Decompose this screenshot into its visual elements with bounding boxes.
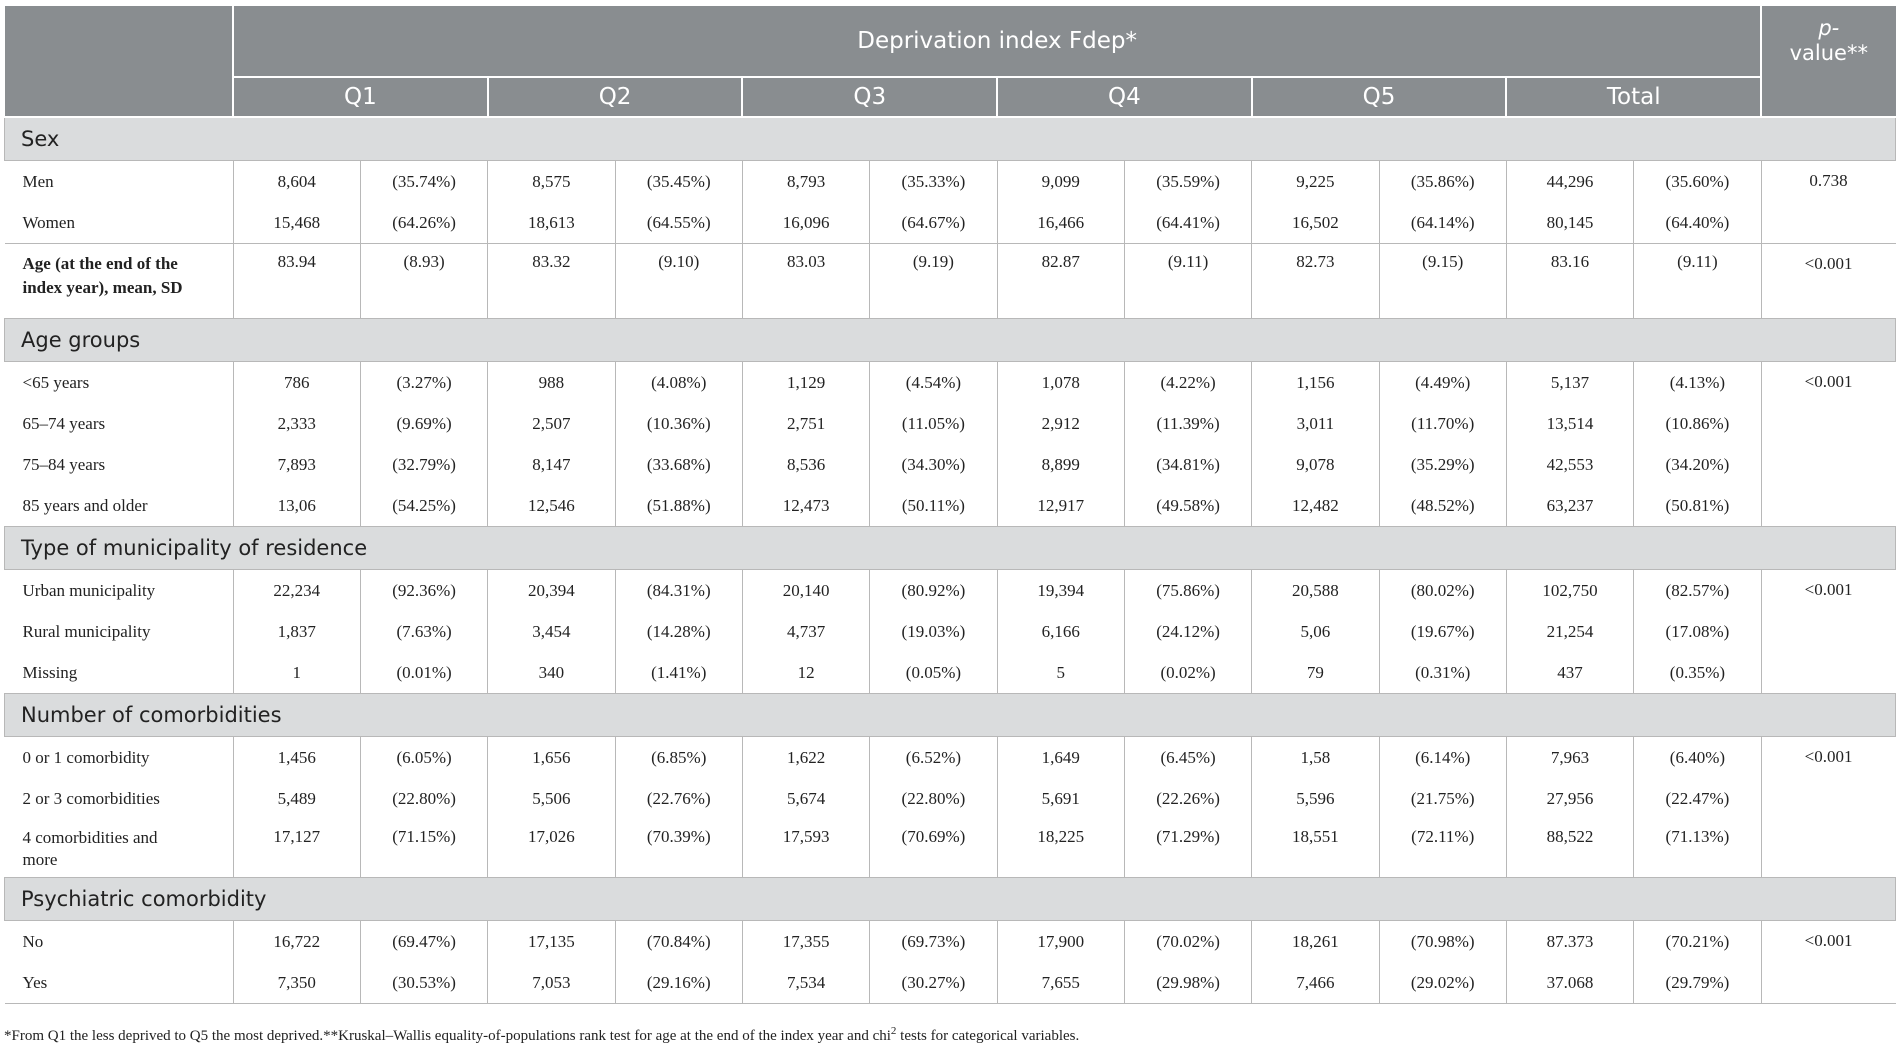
cell: 7,466 [1252, 962, 1379, 1004]
cell: 82.73 [1252, 244, 1379, 319]
cell: (1.41%) [615, 652, 742, 694]
header-q4: Q4 [997, 77, 1252, 117]
header-q5: Q5 [1252, 77, 1507, 117]
cell: (48.52%) [1379, 485, 1506, 527]
table-row [5, 403, 1896, 444]
cell: (70.39%) [615, 819, 742, 878]
pvalue-cell: <0.001 [1761, 737, 1895, 878]
row-label: 65–74 years [5, 403, 234, 444]
cell: (64.40%) [1634, 202, 1761, 244]
cell: 19,394 [997, 570, 1124, 612]
cell: (50.11%) [870, 485, 997, 527]
footnote-text-end: tests for categorical variables. [896, 1028, 1080, 1044]
table-row [5, 362, 1896, 404]
cell: 3,011 [1252, 403, 1379, 444]
cell: (70.69%) [870, 819, 997, 878]
cell: 83.03 [742, 244, 869, 319]
header-pvalue-italic: p- [1818, 16, 1840, 40]
cell: (71.29%) [1124, 819, 1251, 878]
table-row [5, 161, 1896, 203]
section-title-sex: Sex [5, 117, 1896, 161]
cell: (64.26%) [360, 202, 487, 244]
row-label: 0 or 1 comorbidity [5, 737, 234, 779]
cell: (51.88%) [615, 485, 742, 527]
row-label: 75–84 years [5, 444, 234, 485]
cell: 16,096 [742, 202, 869, 244]
cell: (14.28%) [615, 611, 742, 652]
cell: 5,506 [488, 778, 615, 819]
cell: (19.67%) [1379, 611, 1506, 652]
table-row [5, 570, 1896, 612]
cell: 18,613 [488, 202, 615, 244]
table-row [5, 444, 1896, 485]
section-title-psychiatric: Psychiatric comorbidity [5, 878, 1896, 921]
cell: 18,225 [997, 819, 1124, 878]
cell: (71.13%) [1634, 819, 1761, 878]
cell: 12,917 [997, 485, 1124, 527]
cell: 42,553 [1506, 444, 1633, 485]
comorbidity-label-line2: more [22, 850, 58, 869]
cell: (35.74%) [360, 161, 487, 203]
cell: 17,135 [488, 921, 615, 963]
cell: 2,333 [233, 403, 360, 444]
cell: 4,737 [742, 611, 869, 652]
cell: (6.05%) [360, 737, 487, 779]
cell: 88,522 [1506, 819, 1633, 878]
table-row [5, 611, 1896, 652]
header-q1: Q1 [233, 77, 488, 117]
cell: (10.36%) [615, 403, 742, 444]
header-blank [5, 6, 234, 117]
cell: (64.14%) [1379, 202, 1506, 244]
cell: 17,026 [488, 819, 615, 878]
row-label: 85 years and older [5, 485, 234, 527]
row-label: Yes [5, 962, 234, 1004]
pvalue-cell: <0.001 [1761, 570, 1895, 694]
cell: 7,350 [233, 962, 360, 1004]
cell: (0.01%) [360, 652, 487, 694]
cell: (11.70%) [1379, 403, 1506, 444]
cell: (6.40%) [1634, 737, 1761, 779]
cell: (70.02%) [1124, 921, 1251, 963]
cell: (80.02%) [1379, 570, 1506, 612]
cell: 5,06 [1252, 611, 1379, 652]
cell: (33.68%) [615, 444, 742, 485]
cell: 17,593 [742, 819, 869, 878]
cell: 20,140 [742, 570, 869, 612]
pvalue-cell: 0.738 [1761, 161, 1895, 244]
cell: 82.87 [997, 244, 1124, 319]
row-label: Women [5, 202, 234, 244]
cell: (29.79%) [1634, 962, 1761, 1004]
section-title-age-groups: Age groups [5, 319, 1896, 362]
header-pvalue-rest: value** [1789, 41, 1868, 65]
cell: 1,837 [233, 611, 360, 652]
cell: 17,900 [997, 921, 1124, 963]
header-pvalue [1761, 6, 1895, 117]
cell: (17.08%) [1634, 611, 1761, 652]
cell: 27,956 [1506, 778, 1633, 819]
cell: (29.16%) [615, 962, 742, 1004]
cell: 37.068 [1506, 962, 1633, 1004]
cell: (35.59%) [1124, 161, 1251, 203]
cell: 8,899 [997, 444, 1124, 485]
cell: (11.39%) [1124, 403, 1251, 444]
cell: (21.75%) [1379, 778, 1506, 819]
cell: (0.35%) [1634, 652, 1761, 694]
cell: 16,722 [233, 921, 360, 963]
row-label [5, 819, 234, 878]
cell: 80,145 [1506, 202, 1633, 244]
deprivation-table [4, 6, 1896, 1004]
data-table-container [4, 6, 1896, 1004]
cell: 21,254 [1506, 611, 1633, 652]
cell: (6.14%) [1379, 737, 1506, 779]
cell: (0.05%) [870, 652, 997, 694]
row-label: Missing [5, 652, 234, 694]
table-row [5, 202, 1896, 244]
cell: (0.31%) [1379, 652, 1506, 694]
cell: 20,394 [488, 570, 615, 612]
table-footnote [4, 1025, 1079, 1045]
cell: 1,656 [488, 737, 615, 779]
cell: (64.55%) [615, 202, 742, 244]
cell: 437 [1506, 652, 1633, 694]
cell: (22.80%) [360, 778, 487, 819]
cell: (80.92%) [870, 570, 997, 612]
cell: 18,261 [1252, 921, 1379, 963]
cell: 87.373 [1506, 921, 1633, 963]
cell: 786 [233, 362, 360, 404]
cell: (9.19) [870, 244, 997, 319]
cell: 13,06 [233, 485, 360, 527]
row-label: Urban municipality [5, 570, 234, 612]
cell: (64.67%) [870, 202, 997, 244]
cell: (35.33%) [870, 161, 997, 203]
cell: (92.36%) [360, 570, 487, 612]
row-label: <65 years [5, 362, 234, 404]
cell: 6,166 [997, 611, 1124, 652]
cell: 9,225 [1252, 161, 1379, 203]
cell: 1,649 [997, 737, 1124, 779]
row-label: 2 or 3 comorbidities [5, 778, 234, 819]
row-label: No [5, 921, 234, 963]
cell: 1,156 [1252, 362, 1379, 404]
cell: 8,575 [488, 161, 615, 203]
cell: 16,466 [997, 202, 1124, 244]
cell: (30.27%) [870, 962, 997, 1004]
header-group-title: Deprivation index Fdep* [233, 6, 1761, 77]
cell: 5,489 [233, 778, 360, 819]
cell: (19.03%) [870, 611, 997, 652]
cell: (69.47%) [360, 921, 487, 963]
table-row [5, 652, 1896, 694]
cell: (4.54%) [870, 362, 997, 404]
cell: 8,604 [233, 161, 360, 203]
cell: 1,129 [742, 362, 869, 404]
cell: (8.93) [360, 244, 487, 319]
cell: 18,551 [1252, 819, 1379, 878]
cell: (9.15) [1379, 244, 1506, 319]
cell: (69.73%) [870, 921, 997, 963]
cell: (11.05%) [870, 403, 997, 444]
row-label: Men [5, 161, 234, 203]
cell: (6.45%) [1124, 737, 1251, 779]
cell: (75.86%) [1124, 570, 1251, 612]
cell: 44,296 [1506, 161, 1633, 203]
cell: 1,58 [1252, 737, 1379, 779]
cell: 9,099 [997, 161, 1124, 203]
cell: (70.84%) [615, 921, 742, 963]
cell: (9.11) [1124, 244, 1251, 319]
cell: 12 [742, 652, 869, 694]
cell: 9,078 [1252, 444, 1379, 485]
cell: 340 [488, 652, 615, 694]
age-label-line1: Age (at the end of the [22, 254, 178, 273]
cell: 8,793 [742, 161, 869, 203]
cell: (4.08%) [615, 362, 742, 404]
table-row [5, 962, 1896, 1004]
cell: 17,127 [233, 819, 360, 878]
cell: (22.47%) [1634, 778, 1761, 819]
cell: (49.58%) [1124, 485, 1251, 527]
cell: (34.81%) [1124, 444, 1251, 485]
cell: (35.29%) [1379, 444, 1506, 485]
cell: 83.94 [233, 244, 360, 319]
cell: 12,473 [742, 485, 869, 527]
cell: 7,534 [742, 962, 869, 1004]
cell: (4.22%) [1124, 362, 1251, 404]
section-title-municipality: Type of municipality of residence [5, 527, 1896, 570]
cell: (84.31%) [615, 570, 742, 612]
cell: 5,691 [997, 778, 1124, 819]
cell: (6.85%) [615, 737, 742, 779]
header-total: Total [1506, 77, 1761, 117]
cell: (35.45%) [615, 161, 742, 203]
cell: (4.13%) [1634, 362, 1761, 404]
cell: 12,482 [1252, 485, 1379, 527]
cell: 2,507 [488, 403, 615, 444]
cell: 1,622 [742, 737, 869, 779]
cell: (54.25%) [360, 485, 487, 527]
table-row [5, 778, 1896, 819]
cell: 1,456 [233, 737, 360, 779]
cell: 83.32 [488, 244, 615, 319]
cell: (64.41%) [1124, 202, 1251, 244]
cell: (32.79%) [360, 444, 487, 485]
cell: (30.53%) [360, 962, 487, 1004]
cell: (35.60%) [1634, 161, 1761, 203]
cell: (35.86%) [1379, 161, 1506, 203]
comorbidity-label-line1: 4 comorbidities and [22, 828, 158, 847]
cell: 2,912 [997, 403, 1124, 444]
cell: 7,655 [997, 962, 1124, 1004]
cell: (9.69%) [360, 403, 487, 444]
pvalue-cell: <0.001 [1761, 921, 1895, 1004]
cell: 79 [1252, 652, 1379, 694]
cell: (9.11) [1634, 244, 1761, 319]
cell: (82.57%) [1634, 570, 1761, 612]
table-row [5, 819, 1896, 878]
cell: (6.52%) [870, 737, 997, 779]
cell: (70.21%) [1634, 921, 1761, 963]
header-q3: Q3 [742, 77, 997, 117]
cell: 5,137 [1506, 362, 1633, 404]
footnote-superscript: 2 [890, 1025, 897, 1037]
cell: 83.16 [1506, 244, 1633, 319]
table-row [5, 737, 1896, 779]
section-title-comorbidities: Number of comorbidities [5, 694, 1896, 737]
cell: 102,750 [1506, 570, 1633, 612]
cell: (70.98%) [1379, 921, 1506, 963]
row-label-age [5, 244, 234, 319]
footnote-text: *From Q1 the less deprived to Q5 the most deprived.**Kruskal–Wallis equality-of-populations rank test for age at the end of the index year and chi [4, 1028, 891, 1044]
cell: (3.27%) [360, 362, 487, 404]
cell: 63,237 [1506, 485, 1633, 527]
cell: 15,468 [233, 202, 360, 244]
table-row [5, 921, 1896, 963]
cell: (0.02%) [1124, 652, 1251, 694]
cell: 5,596 [1252, 778, 1379, 819]
cell: 2,751 [742, 403, 869, 444]
cell: 20,588 [1252, 570, 1379, 612]
cell: (34.20%) [1634, 444, 1761, 485]
cell: (22.76%) [615, 778, 742, 819]
cell: (24.12%) [1124, 611, 1251, 652]
cell: 12,546 [488, 485, 615, 527]
cell: (29.98%) [1124, 962, 1251, 1004]
cell: (29.02%) [1379, 962, 1506, 1004]
cell: 5,674 [742, 778, 869, 819]
cell: 7,053 [488, 962, 615, 1004]
cell: (22.26%) [1124, 778, 1251, 819]
cell: 16,502 [1252, 202, 1379, 244]
cell: (4.49%) [1379, 362, 1506, 404]
age-label-line2: index year), mean, SD [22, 278, 183, 297]
cell: (7.63%) [360, 611, 487, 652]
pvalue-cell: <0.001 [1761, 362, 1895, 527]
row-label: Rural municipality [5, 611, 234, 652]
cell: 8,536 [742, 444, 869, 485]
header-q2: Q2 [488, 77, 743, 117]
cell: 22,234 [233, 570, 360, 612]
cell: (71.15%) [360, 819, 487, 878]
cell: (9.10) [615, 244, 742, 319]
cell: 1,078 [997, 362, 1124, 404]
cell: (72.11%) [1379, 819, 1506, 878]
table-row-age [5, 244, 1896, 319]
table-row [5, 485, 1896, 527]
cell: (50.81%) [1634, 485, 1761, 527]
cell: 7,893 [233, 444, 360, 485]
cell: 1 [233, 652, 360, 694]
cell: 17,355 [742, 921, 869, 963]
cell: (10.86%) [1634, 403, 1761, 444]
cell: 3,454 [488, 611, 615, 652]
cell: 7,963 [1506, 737, 1633, 779]
cell: 13,514 [1506, 403, 1633, 444]
pvalue-cell: <0.001 [1761, 244, 1895, 319]
cell: 5 [997, 652, 1124, 694]
cell: 8,147 [488, 444, 615, 485]
cell: (22.80%) [870, 778, 997, 819]
cell: (34.30%) [870, 444, 997, 485]
cell: 988 [488, 362, 615, 404]
